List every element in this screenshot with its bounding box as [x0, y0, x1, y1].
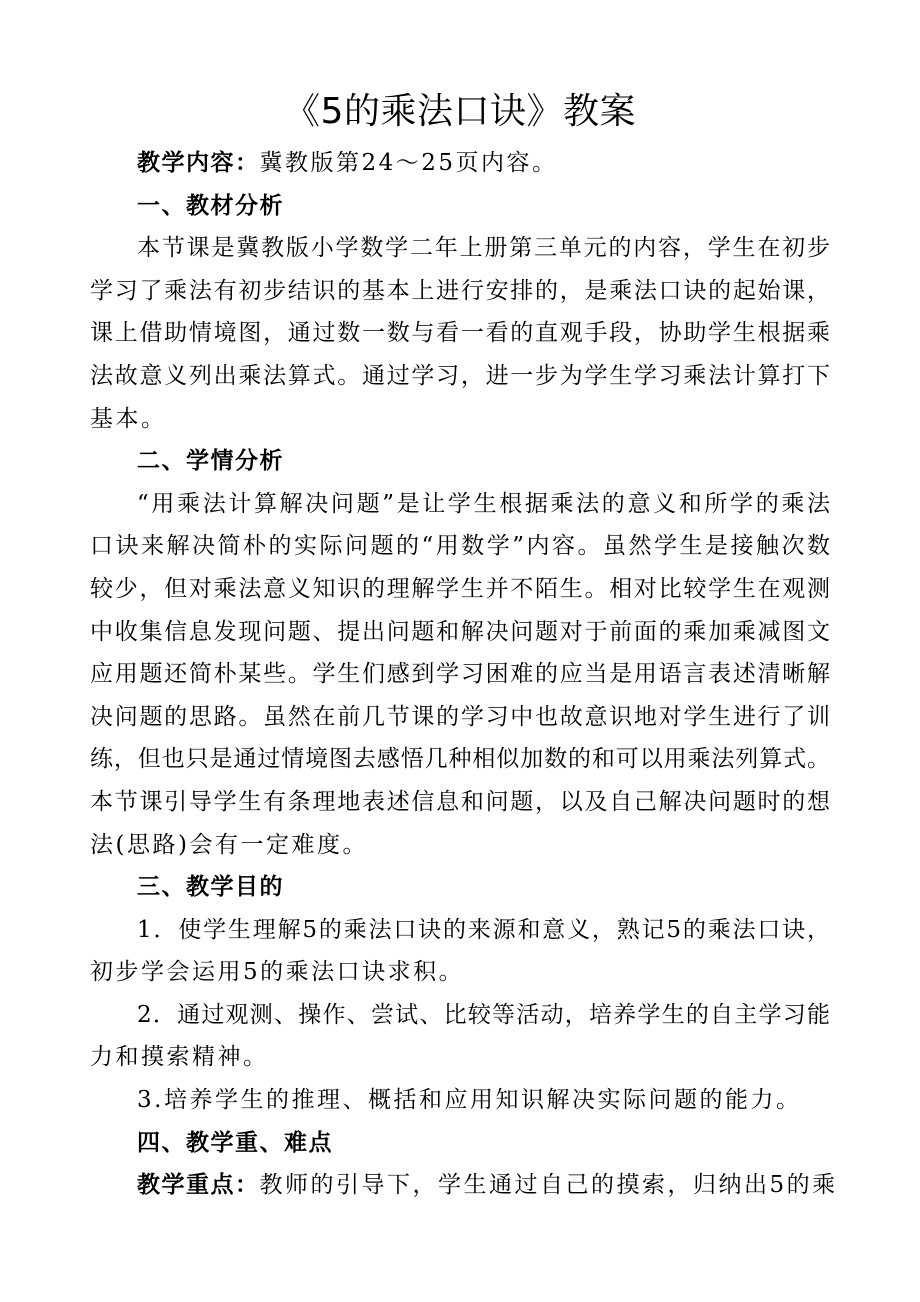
paragraph-line: 中收集信息发现问题、提出问题和解决问题对于前面的乘加乘减图文	[90, 618, 830, 645]
section-heading-textbook-analysis: 一、教材分析	[137, 192, 284, 219]
goal-line: 初步学会运用5的乘法口诀求积。	[90, 959, 465, 986]
paragraph-line: 本节课引导学生有条理地表述信息和问题，以及自己解决问题时的想	[90, 788, 830, 815]
paragraph-line: 口诀来解决简朴的实际问题的“用数学”内容。虽然学生是接触次数	[90, 533, 830, 560]
teaching-content-label: 教学内容：	[137, 150, 260, 176]
key-point-line	[90, 1164, 838, 1207]
section-heading-key-difficult-points: 四、教学重、难点	[137, 1129, 333, 1156]
section-teaching-goals-body	[90, 909, 830, 1122]
goal-line: 2．通过观测、操作、尝试、比较等活动，培养学生的自主学习能	[137, 1001, 830, 1028]
paragraph-line: 课上借助情境图，通过数一数与看一看的直观手段，协助学生根据乘	[90, 320, 830, 347]
paragraph-line: “用乘法计算解决问题”是让学生根据乘法的意义和所学的乘法	[137, 490, 830, 517]
section-learner-analysis-body	[90, 483, 830, 866]
section-heading-learner-analysis: 二、学情分析	[137, 448, 284, 475]
paragraph-line: 本节课是冀教版小学数学二年上册第三单元的内容，学生在初步	[137, 235, 830, 262]
document-title: 《5的乘法口诀》教案	[284, 91, 636, 132]
section-heading-teaching-goals: 三、教学目的	[137, 874, 284, 901]
paragraph-line: 基本。	[90, 405, 167, 432]
paragraph-line: 决问题的思路。虽然在前几节课的学习中也故意识地对学生进行了训	[90, 703, 830, 730]
paragraph-line: 较少，但对乘法意义知识的理解学生并不陌生。相对比较学生在观测	[90, 575, 830, 602]
teaching-content-text: 冀教版第24～25页内容。	[259, 150, 558, 176]
section-textbook-analysis-body	[90, 227, 830, 440]
paragraph-line: 法(思路)会有一定难度。	[90, 831, 368, 858]
paragraph-line: 练，但也只是通过情境图去感悟几种相似加数的和可以用乘法列算式。	[90, 746, 830, 773]
paragraph-line: 法故意义列出乘法算式。通过学习，进一步为学生学习乘法计算打下	[90, 362, 830, 389]
key-point-text: 教师的引导下，学生通过自己的摸索，归纳出5的乘	[259, 1172, 838, 1199]
goal-line: 1．使学生理解5的乘法口诀的来源和意义，熟记5的乘法口诀，	[137, 916, 830, 943]
goal-line: 力和摸索精神。	[90, 1044, 269, 1071]
paragraph-line: 学习了乘法有初步结识的基本上进行安排的，是乘法口诀的起始课，	[90, 277, 830, 304]
paragraph-line: 应用题还简朴某些。学生们感到学习困难的应当是用语言表述清晰解	[90, 661, 830, 688]
teaching-content-line	[90, 142, 830, 185]
key-point-label: 教学重点：	[137, 1172, 260, 1199]
goal-line: 3.培养学生的推理、概括和应用知识解决实际问题的能力。	[137, 1087, 802, 1114]
